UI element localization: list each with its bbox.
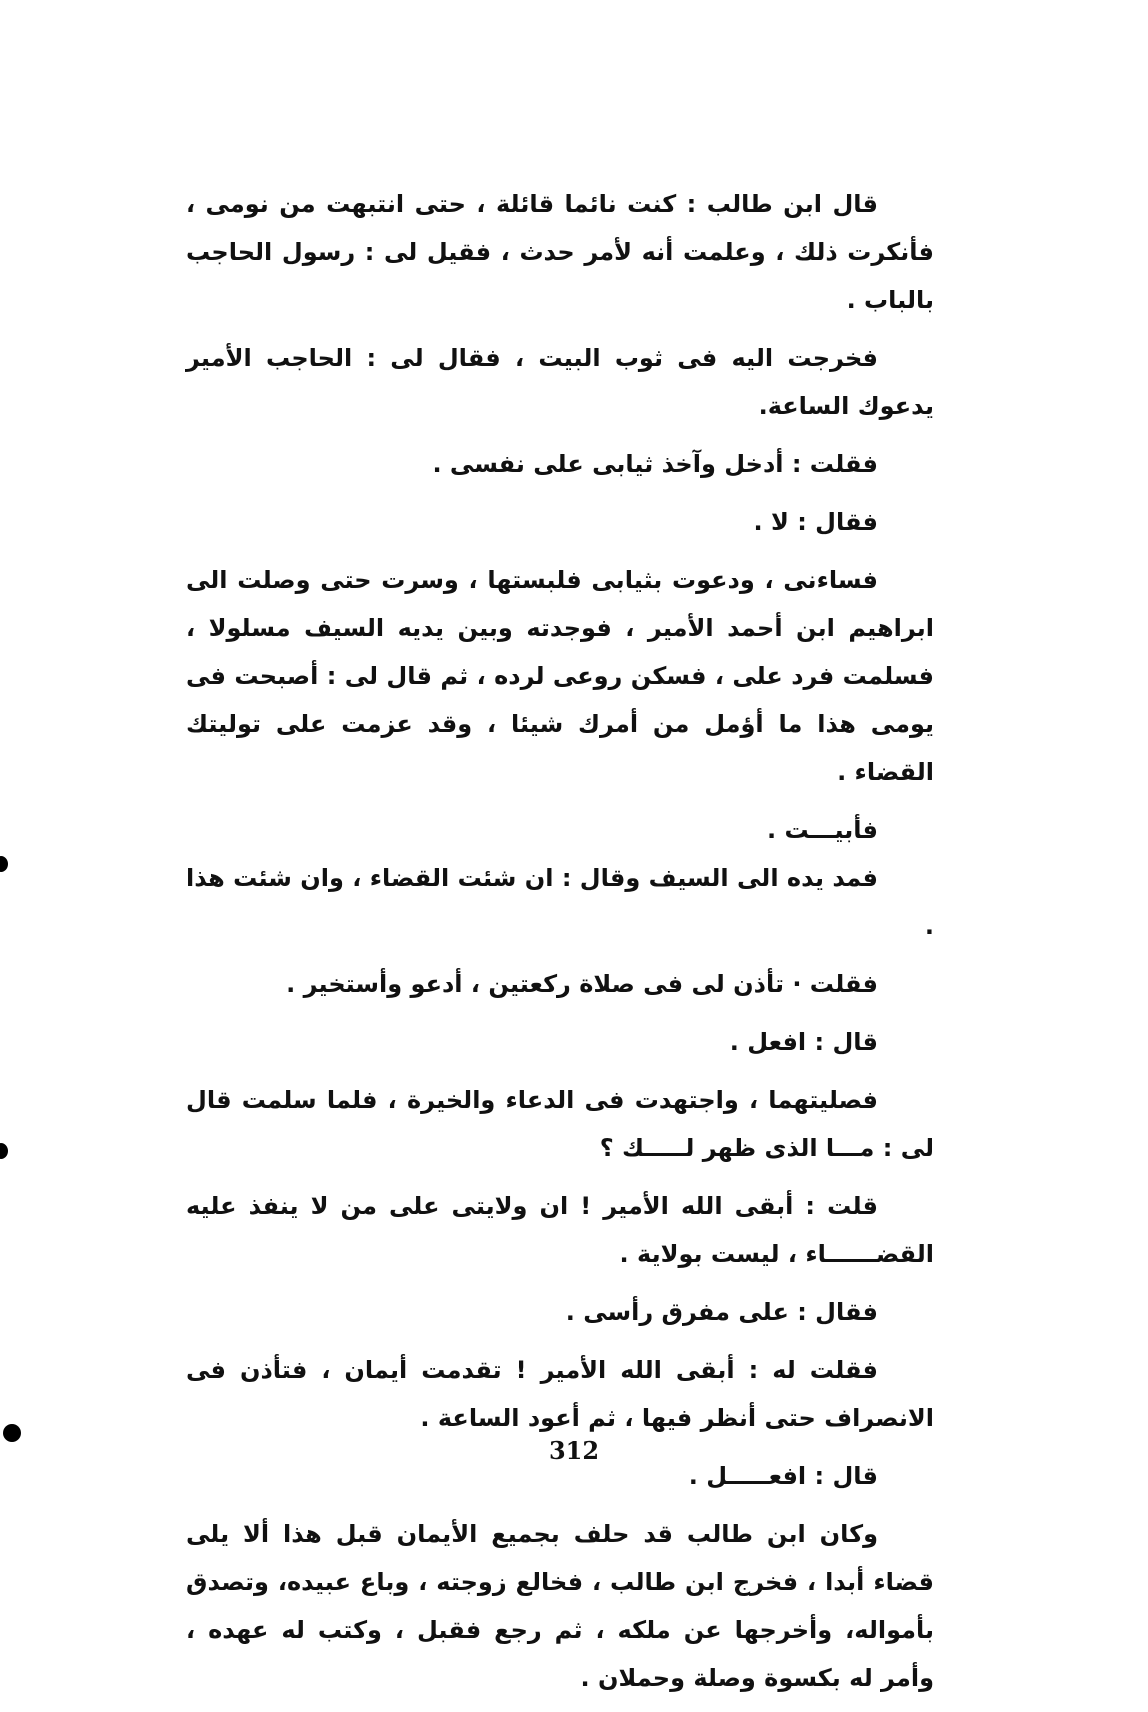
paragraph-2: فخرجت اليه فى ثوب البيت ، فقال لى : الحاجب الأمير يدعوك الساعة. — [186, 344, 934, 420]
page-number: 312 — [548, 1436, 600, 1465]
paragraph-4: فقال : لا . — [753, 508, 878, 536]
paragraph-6: فأبيـــت . — [766, 816, 878, 844]
paragraph-15: وكان ابن طالب قد حلف بجميع الأيمان قبل هذا ألا يلى قضاء أبدا ، فخرج ابن طالب ، فخالع زوجته ، وباع عبيده، وتصدق بأمواله، وأخرجها عن ملكه ، ثم رجع فقبل ، وكتب له عهده ، وأمر له بكسوة وصلة وحملان . — [186, 1520, 934, 1692]
paragraph-1: قال ابن طالب : كنت نائما قائلة ، حتى انتبهت من نومى ، فأنكرت ذلك ، وعلمت أنه لأمر حدث ، فقيل لى : رسول الحاجب بالباب . — [186, 190, 934, 314]
page-body-text — [186, 180, 934, 1712]
paragraph-5: فساءنى ، ودعوت بثيابى فلبستها ، وسرت حتى وصلت الى ابراهيم ابن أحمد الأمير ، فوجدته وبين يديه السيف مسلولا ، فسلمت فرد على ، فسكن روعى لرده ، ثم قال لى : أصبحت فى يومى هذا ما أؤمل من أمرك شيئا ، وقد عزمت على توليتك القضاء . — [186, 566, 934, 786]
paragraph-9: قال : افعل . — [729, 1028, 878, 1056]
paragraph-11: قلت : أبقى الله الأمير ! ان ولايتى على من لا ينفذ عليه القضــــــاء ، ليست بولاية . — [186, 1192, 934, 1268]
paragraph-10: فصليتهما ، واجتهدت فى الدعاء والخيرة ، فلما سلمت قال لى : مـــا الذى ظهر لـــــك ؟ — [186, 1086, 934, 1162]
binding-hole-mark — [0, 856, 8, 872]
paragraph-7: فمد يده الى السيف وقال : ان شئت القضاء ، وان شئت هذا . — [186, 864, 934, 940]
paragraph-3: فقلت : أدخل وآخذ ثيابى على نفسى . — [432, 450, 878, 478]
binding-hole-mark — [3, 1424, 21, 1442]
binding-hole-mark — [0, 1143, 8, 1159]
paragraph-14: قال : افعـــــل . — [688, 1462, 878, 1490]
paragraph-13: فقلت له : أبقى الله الأمير ! تقدمت أيمان ، فتأذن فى الانصراف حتى أنظر فيها ، ثم أعود الساعة . — [186, 1356, 934, 1432]
paragraph-8: فقلت · تأذن لى فى صلاة ركعتين ، أدعو وأستخير . — [286, 970, 878, 998]
paragraph-12: فقال : على مفرق رأسى . — [565, 1298, 878, 1326]
